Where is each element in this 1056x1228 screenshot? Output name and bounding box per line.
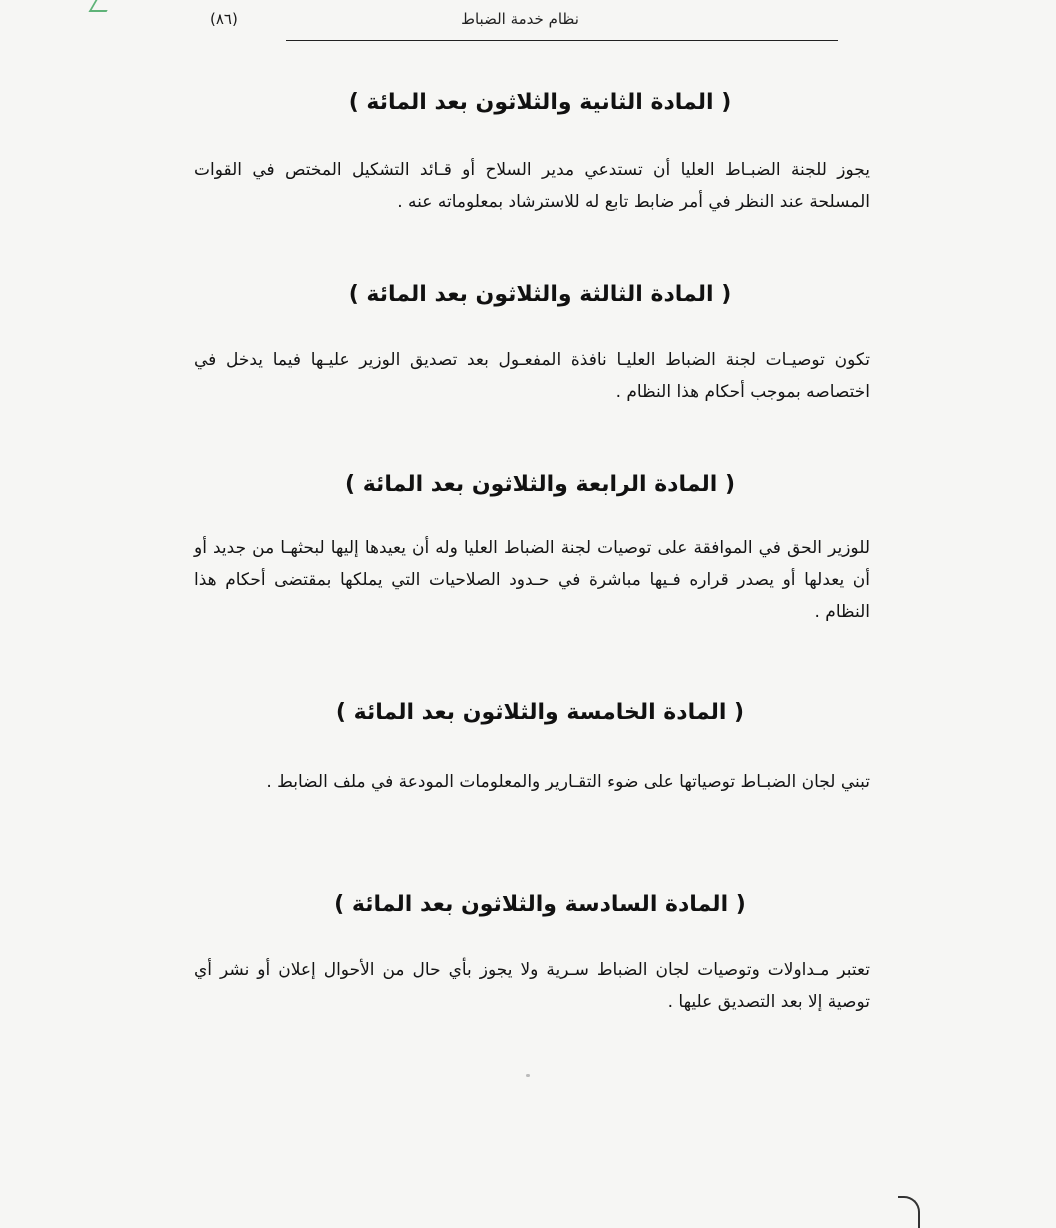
article-134-text: للوزير الحق في الموافقة على توصيات لجنة الضباط العليا وله أن يعيدها إليها لبحثهـا من جديد أو أن يعدلها أو يصدر قراره فـيها مباشرة في حـدود الصلاحيات التي يملكها بمقتضى أحكام هذا النظام .	[194, 538, 870, 622]
page-number: (٨٦)	[210, 10, 238, 28]
article-134-title: ( المادة الرابعة والثلاثون بعد المائة )	[345, 472, 735, 497]
scan-speck	[526, 1074, 530, 1077]
corner-tick-mark	[89, 0, 114, 12]
article-136-title: ( المادة السادسة والثلاثون بعد المائة )	[334, 892, 746, 917]
article-135-text: تبني لجان الضبـاط توصياتها على ضوء التقـارير والمعلومات المودعة في ملف الضابط .	[266, 772, 870, 792]
article-133-title: ( المادة الثالثة والثلاثون بعد المائة )	[348, 282, 732, 307]
article-132-text: يجوز للجنة الضبـاط العليا أن تستدعي مدير السلاح أو قـائد التشكيل المختص في القوات المسلحة عند النظر في أمر ضابط تابع له للاسترشاد بمعلوماته عنه .	[194, 160, 870, 212]
page-curl-mark	[898, 1196, 920, 1228]
article-132-title: ( المادة الثانية والثلاثون بعد المائة )	[348, 90, 732, 115]
article-133-text: تكون توصيـات لجنة الضباط العليـا نافذة المفعـول بعد تصديق الوزير عليـها فيما يدخل في اختصاصه بموجب أحكام هذا النظام .	[194, 350, 870, 402]
header-rule	[286, 40, 838, 41]
running-title: نظام خدمة الضباط	[461, 10, 579, 28]
article-136-text: تعتبر مـداولات وتوصيات لجان الضباط سـرية ولا يجوز بأي حال من الأحوال إعلان أو نشر أي توصية إلا بعد التصديق عليها .	[194, 960, 870, 1012]
page-header	[200, 6, 840, 36]
article-135-title: ( المادة الخامسة والثلاثون بعد المائة )	[335, 700, 745, 725]
